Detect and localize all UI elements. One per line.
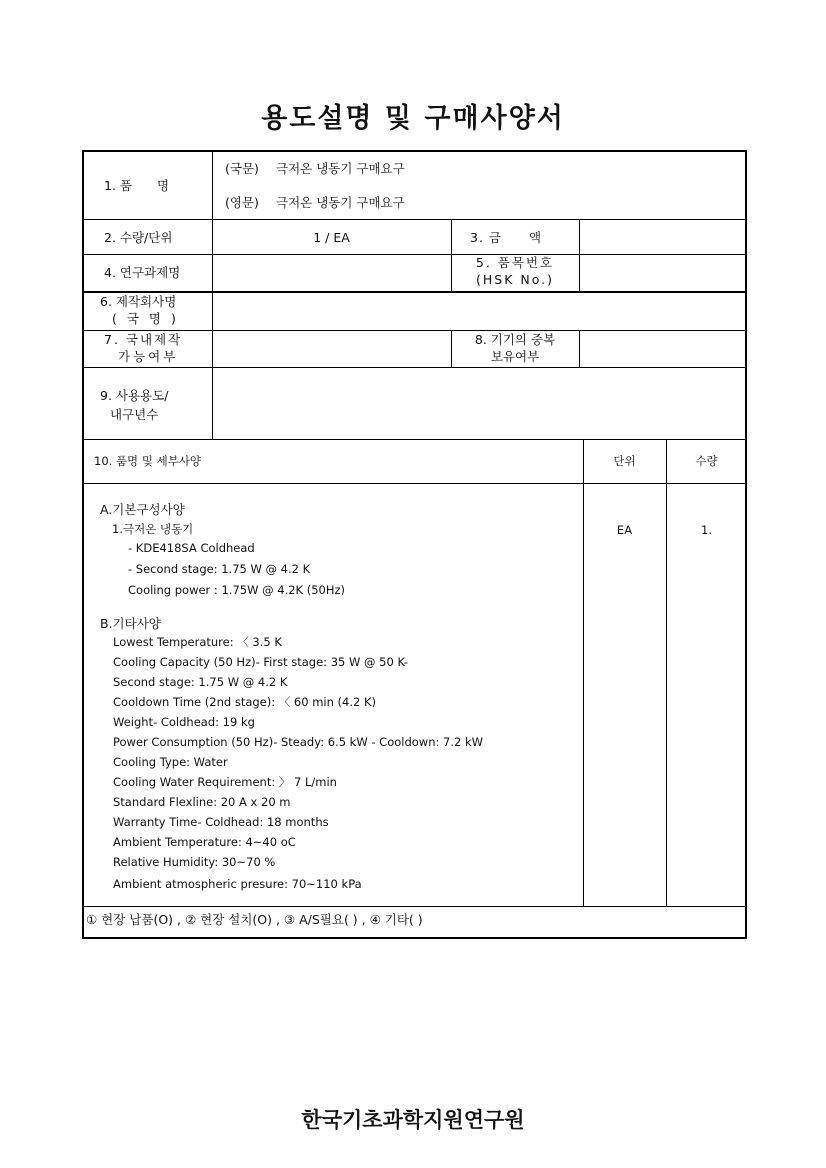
row-divider	[84, 483, 745, 484]
spec-b-line: Standard Flexline: 20 A x 20 m	[113, 795, 291, 809]
spec-b-line: Warranty Time- Coldhead: 18 months	[113, 815, 329, 829]
usage-label-line1: 9. 사용용도/	[100, 388, 169, 403]
spec-b-line: Power Consumption (50 Hz)- Steady: 6.5 kW - Cooldown: 7.2 kW	[113, 735, 483, 749]
col-divider	[579, 330, 580, 367]
spec-b-line: Ambient Temperature: 4~40 oC	[113, 835, 296, 849]
row-divider	[84, 439, 745, 440]
organization-name: 한국기초과학지원연구원	[301, 1108, 525, 1132]
spec-form	[82, 150, 747, 939]
domestic-label-line2: 가능여부	[118, 349, 179, 364]
hsk-label-line2: (HSK No.)	[475, 272, 554, 287]
manufacturer-label-line1: 6. 제작회사명	[100, 294, 177, 309]
col-divider	[583, 439, 584, 906]
row-divider	[84, 367, 745, 368]
quantity-unit-value: 1 / EA	[313, 230, 350, 245]
spec-a-line: - Second stage: 1.75 W @ 4.2 K	[128, 562, 311, 576]
item-name-label: 1. 품 명	[104, 178, 170, 193]
spec-header-label: 10. 품명 및 세부사양	[94, 454, 202, 468]
spec-b-line: Cooling Capacity (50 Hz)- First stage: 35 W @ 50 K-	[113, 655, 408, 669]
spec-a-item: 1.극저온 냉동기	[112, 522, 194, 536]
duplicate-label-line1: 8. 기기의 중복	[474, 332, 556, 347]
spec-section-b: B.기타사양	[100, 616, 161, 631]
col-divider	[666, 439, 667, 906]
spec-b-line: Lowest Temperature: 〈 3.5 K	[113, 635, 282, 649]
spec-b-line: Second stage: 1.75 W @ 4.2 K	[113, 675, 288, 689]
spec-b-line: Cooling Type: Water	[113, 755, 228, 769]
row-divider	[84, 291, 745, 293]
amount-label: 3. 금 액	[470, 230, 543, 245]
spec-b-line: Ambient atmospheric presure: 70~110 kPa	[113, 877, 362, 891]
spec-header-qty: 수량	[695, 454, 718, 468]
hsk-label-line1: 5. 품목번호	[475, 255, 555, 270]
row-divider	[84, 219, 745, 220]
row-divider	[84, 906, 745, 907]
usage-label-line2: 내구년수	[110, 407, 159, 422]
row-divider	[84, 330, 745, 331]
quantity-unit-label: 2. 수량/단위	[104, 230, 173, 245]
spec-a-unit: EA	[616, 523, 633, 537]
document-title: 용도설명 및 구매사양서	[261, 103, 565, 134]
domestic-label-line1: 7. 국내제작	[104, 332, 183, 347]
spec-b-line: Cooling Water Requirement: 〉 7 L/min	[113, 775, 337, 789]
spec-a-qty: 1.	[701, 523, 712, 537]
spec-header-unit: 단위	[613, 454, 636, 468]
item-name-english: 극저온 냉동기 구매요구	[276, 195, 405, 210]
spec-b-line: Relative Humidity: 30~70 %	[113, 855, 276, 869]
spec-a-line: - KDE418SA Coldhead	[128, 541, 255, 555]
spec-section-a: A.기본구성사양	[100, 502, 185, 517]
col-divider	[212, 152, 213, 439]
spec-b-line: Cooldown Time (2nd stage): 〈 60 min (4.2 K)	[113, 695, 377, 709]
project-name-label: 4. 연구과제명	[104, 265, 181, 280]
item-name-korean-prefix: (국문)	[225, 161, 259, 176]
col-divider	[579, 219, 580, 291]
duplicate-label-line2: 보유여부	[490, 349, 540, 364]
delivery-options-note: ① 현장 납품(O) , ② 현장 설치(O) , ③ A/S필요( ) , ④ 기타( )	[86, 912, 423, 927]
row-divider	[84, 254, 745, 255]
spec-a-line: Cooling power : 1.75W @ 4.2K (50Hz)	[128, 583, 346, 597]
manufacturer-label-line2: ( 국 명 )	[112, 311, 179, 326]
item-name-english-prefix: (영문)	[225, 195, 259, 210]
spec-b-line: Weight- Coldhead: 19 kg	[113, 715, 255, 729]
item-name-korean: 극저온 냉동기 구매요구	[276, 161, 405, 176]
